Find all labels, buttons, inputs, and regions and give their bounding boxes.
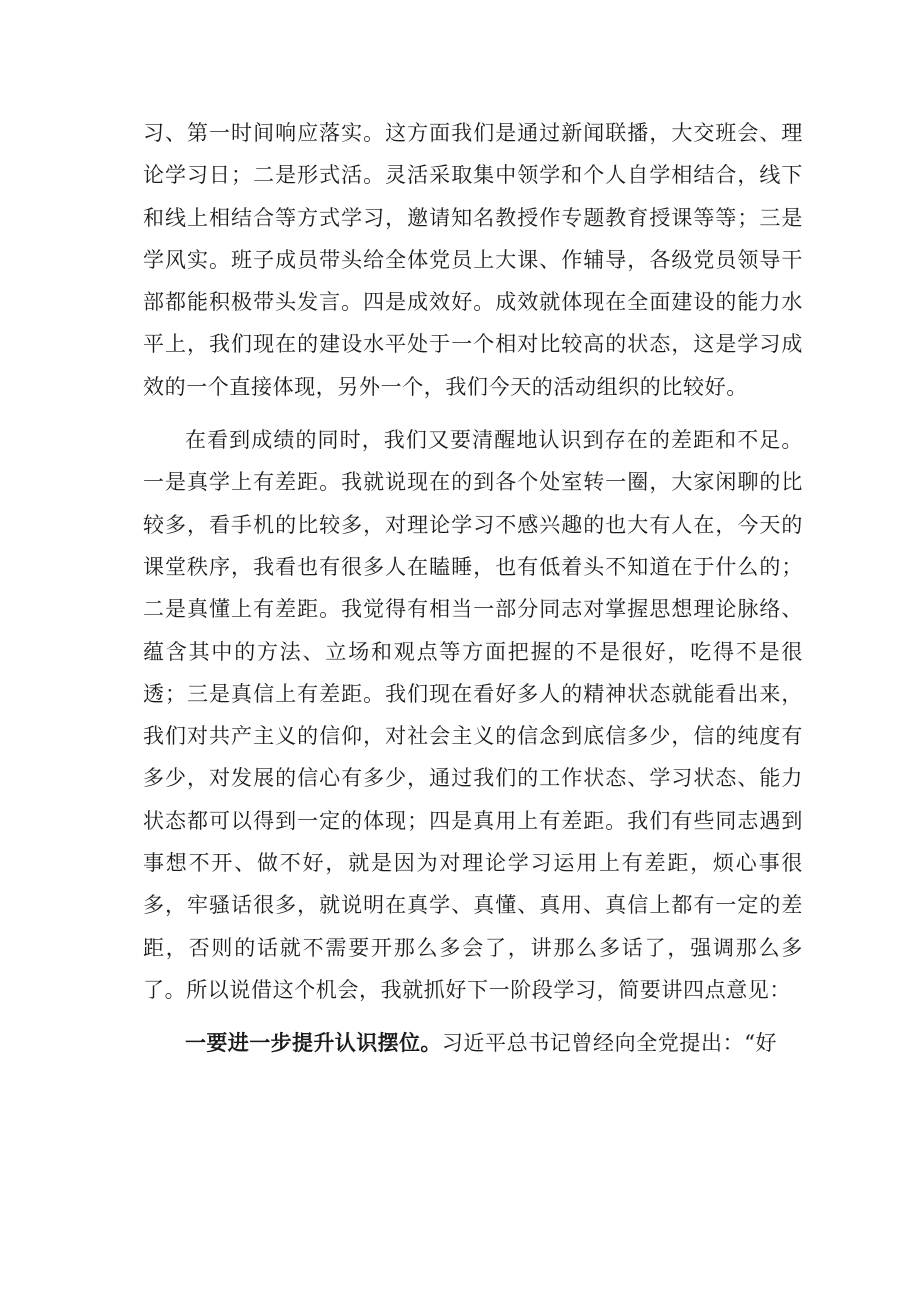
paragraph-study-achievements: 习、第一时间响应落实。这方面我们是通过新闻联播，大交班会、理论学习日；二是形式活。灵活采取集中领学和个人自学相结合，线下和线上相结合等方式学习，邀请知名教授作专题教育授课等等；三是学风实。班子成员带头给全体党员上大课、作辅导，各级党员领导干部都能积极带头发言。四是成效好。成效就体现在全面建设的能力水平上，我们现在的建设水平处于一个相对比较高的状态，这是学习成效的一个直接体现，另外一个，我们今天的活动组织的比较好。 xyxy=(143,121,803,399)
document-body xyxy=(143,112,803,1065)
paragraph-first-opinion xyxy=(143,1022,803,1064)
paragraph-shortcomings: 在看到成绩的同时，我们又要清醒地认识到存在的差距和不足。一是真学上有差距。我就说现在的到各个处室转一圈，大家闲聊的比较多，看手机的比较多，对理论学习不感兴趣的也大有人在，今天的课堂秩序，我看也有很多人在瞌睡，也有低着头不知道在于什么的；二是真懂上有差距。我觉得有相当一部分同志对掌握思想理论脉络、蕴含其中的方法、立场和观点等方面把握的不是很好，吃得不是很透；三是真信上有差距。我们现在看好多人的精神状态就能看出来，我们对共产主义的信仰，对社会主义的信念到底信多少，信的纯度有多少，对发展的信心有多少，通过我们的工作状态、学习状态、能力状态都可以得到一定的体现；四是真用上有差距。我们有些同志遇到事想不开、做不好，就是因为对理论学习运用上有差距，烦心事很多，牢骚话很多，就说明在真学、真懂、真用、真信上都有一定的差距，否则的话就不需要开那么多会了，讲那么多话了，强调那么多了。所以说借这个机会，我就抓好下一阶段学习，简要讲四点意见： xyxy=(143,428,803,1002)
opinion-heading: 一要进一步提升认识摆位。 xyxy=(185,1031,442,1056)
opinion-text: 习近平总书记曾经向全党提出：“好 xyxy=(441,1031,778,1056)
